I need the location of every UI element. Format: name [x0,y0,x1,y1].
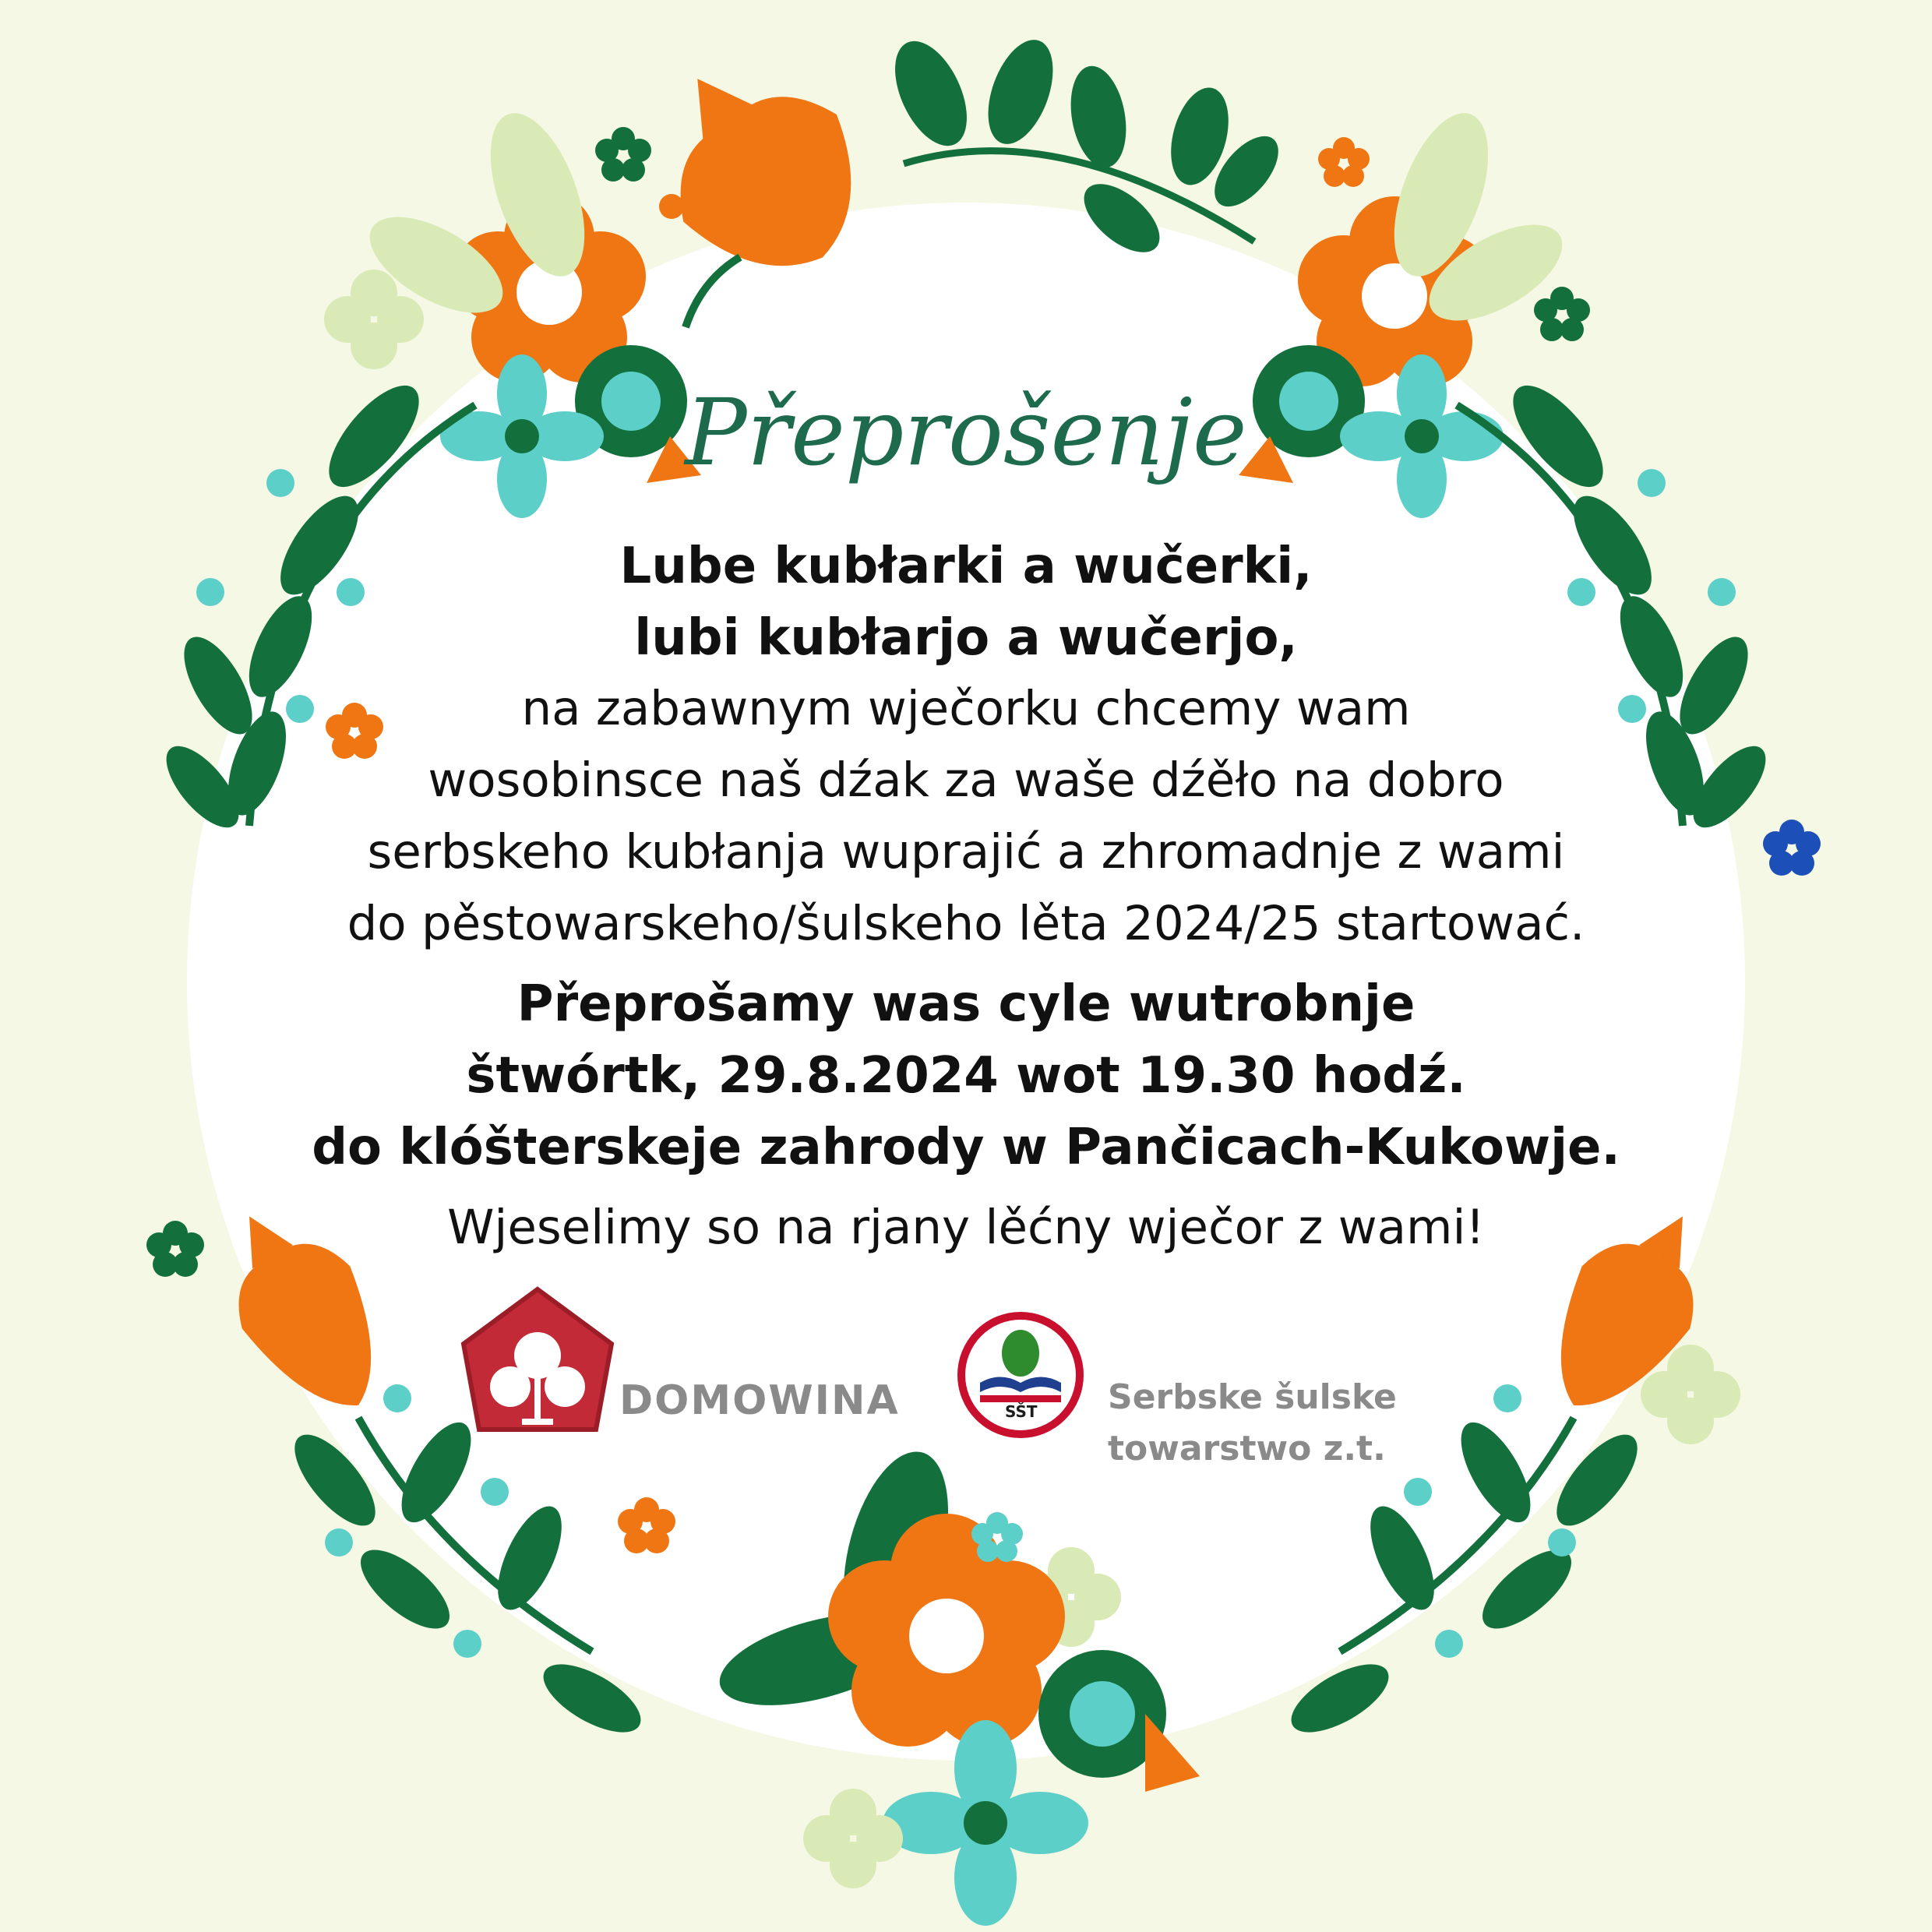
body-line-4: do pěstowarskeho/šulskeho lěta 2024/25 startować. [347,896,1585,951]
details-line-1: Přeprošamy was cyle wutrobnje [516,975,1416,1033]
greeting-line-2: lubi kubłarjo a wučerjo, [634,609,1298,667]
domowina-logo-text: DOMOWINA [619,1377,900,1424]
small-blue-flower-icon [1763,820,1821,876]
body-line-3: serbskeho kubłanja wuprajić a zhromadnje z wami [367,824,1565,880]
small-orange-flower-icon [1318,137,1370,187]
small-dark-flower-icon [595,127,651,182]
leaf-icon [1063,62,1133,172]
sst-logo-line-2: towarstwo z.t. [1108,1429,1386,1468]
leaf-icon [975,31,1066,153]
sst-logo-badge: SŠT [1005,1402,1038,1421]
light-flower-icon [803,1789,903,1888]
page-title: Přeprošenje [685,379,1247,486]
small-dark-flower-icon [1534,287,1590,341]
sst-logo-line-1: Serbske šulske [1108,1377,1397,1417]
details-line-2: štwórtk, 29.8.2024 wot 19.30 hodź. [466,1047,1466,1105]
greeting-line-1: Lube kubłarki a wučerki, [619,538,1313,595]
closing-line: Wjeselimy so na rjany lěćny wječor z wami! [447,1200,1485,1255]
body-line-1: na zabawnym wječorku chcemy wam [521,681,1411,736]
body-line-2: wosobinsce naš dźak za waše dźěło na dobro [428,753,1504,808]
leaf-icon [880,30,982,157]
details-line-3: do klóšterskeje zahrody w Pančicach-Kukowje. [312,1119,1620,1176]
